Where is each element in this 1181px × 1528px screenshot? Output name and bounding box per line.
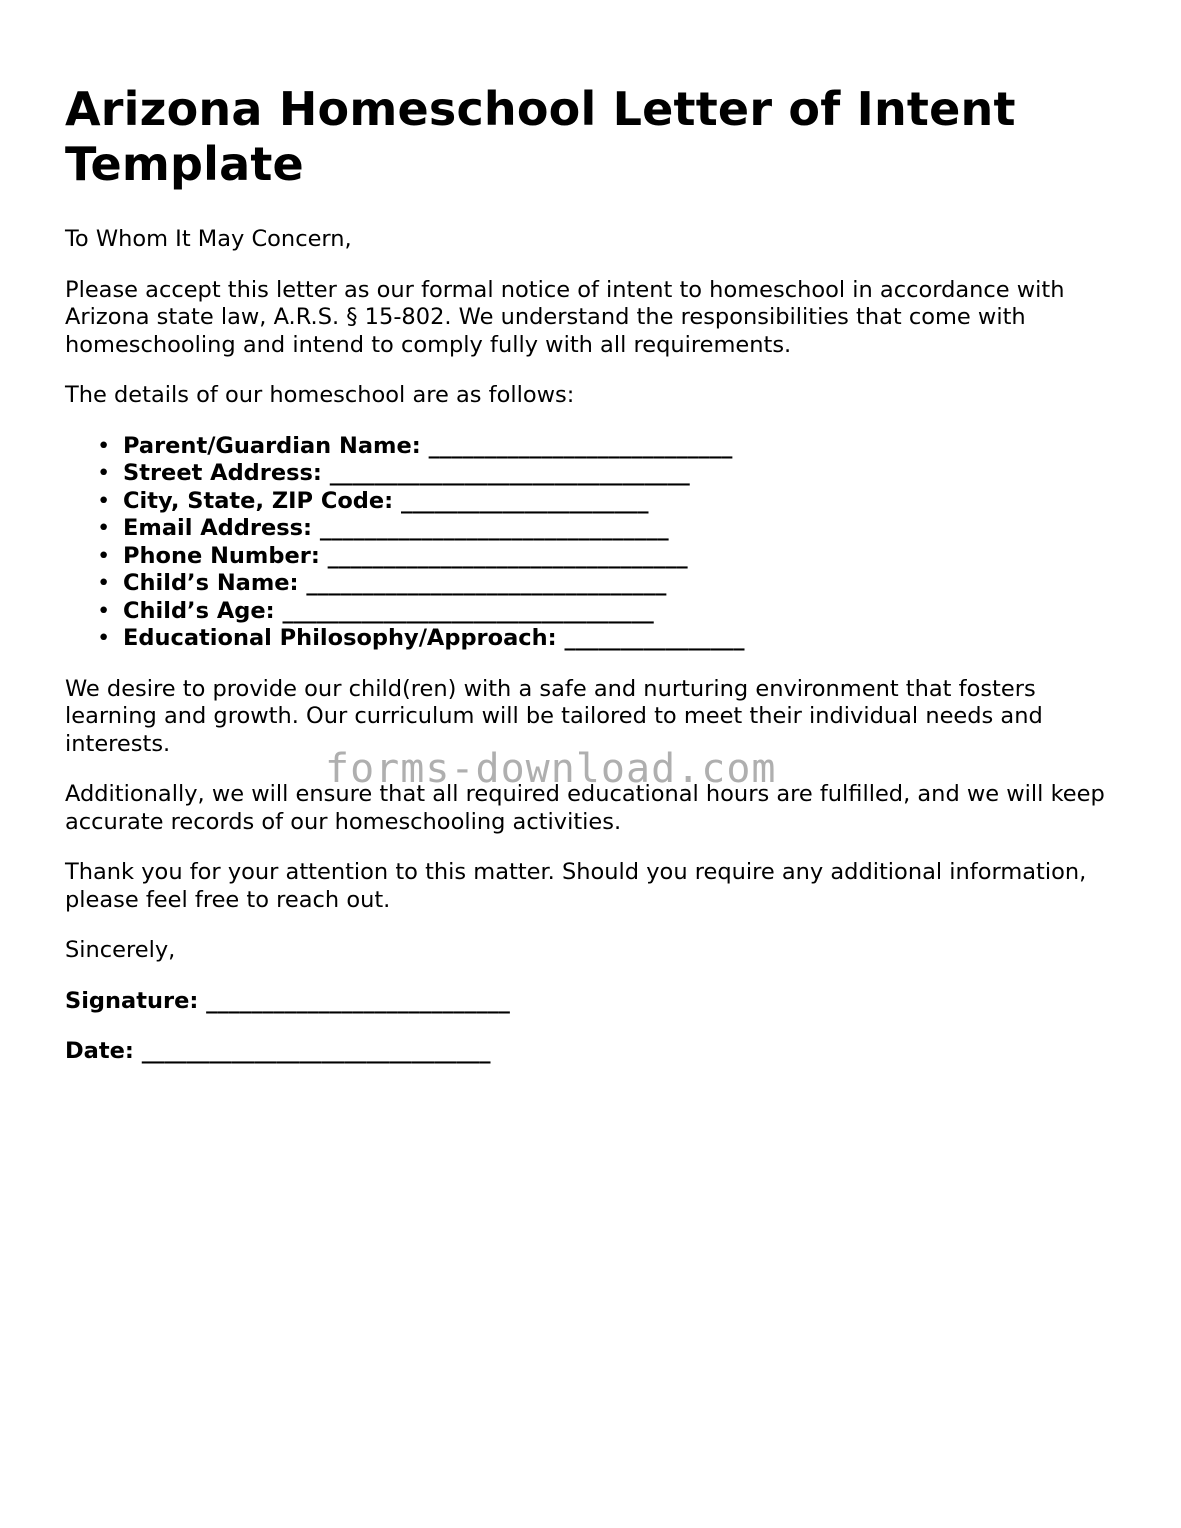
field-childs-name: • Child’s Name: ________________________________: [97, 570, 667, 596]
field-parent-guardian-name: • Parent/Guardian Name: ___________________________: [97, 432, 733, 459]
salutation: To Whom It May Concern,: [65, 226, 352, 252]
bullet-icon: •: [97, 625, 111, 651]
field-city-state-zip: • City, State, ZIP Code: ______________________: [97, 487, 649, 514]
field-educational-philosophy: • Educational Philosophy/Approach: ________________: [97, 625, 745, 651]
environment-paragraph: We desire to provide our child(ren) with a safe and nurturing environment that fosters learning and growth. Our curriculum will be tailored to meet their individual needs and interests.: [65, 675, 1043, 757]
closing: Sincerely,: [65, 937, 176, 963]
records-paragraph: Additionally, we will ensure that all required educational hours are fulfilled, and we will keep accurate records of our homeschooling activities.: [65, 781, 1105, 835]
signature-line: Signature: ___________________________: [65, 987, 510, 1014]
details-intro: The details of our homeschool are as follows:: [65, 382, 575, 408]
bullet-icon: •: [97, 542, 111, 569]
bullet-icon: •: [97, 515, 111, 541]
bullet-icon: •: [97, 432, 111, 459]
field-childs-age: • Child’s Age: _________________________________: [97, 597, 654, 624]
field-phone-number: • Phone Number: ________________________________: [97, 542, 688, 569]
watermark: forms-download.com: [325, 746, 777, 792]
field-street-address: • Street Address: ________________________________: [97, 460, 690, 486]
bullet-icon: •: [97, 570, 111, 596]
bullet-icon: •: [97, 460, 111, 486]
page-title: Arizona Homeschool Letter of Intent Template: [65, 82, 1016, 191]
date-line: Date: _______________________________: [65, 1038, 491, 1064]
intro-paragraph: Please accept this letter as our formal notice of intent to homeschool in accordance with Arizona state law, A.R.S. § 15-802. We understand the responsibilities that come with homeschooling and intend to comply fully with all requirements.: [65, 276, 1065, 358]
bullet-icon: •: [97, 597, 111, 624]
details-list: [65, 433, 1125, 653]
bullet-icon: •: [97, 487, 111, 514]
letter-document: [65, 82, 1125, 1089]
thanks-paragraph: Thank you for your attention to this matter. Should you require any additional information, please feel free to reach out.: [65, 859, 1087, 913]
field-email-address: • Email Address: _______________________________: [97, 515, 669, 541]
